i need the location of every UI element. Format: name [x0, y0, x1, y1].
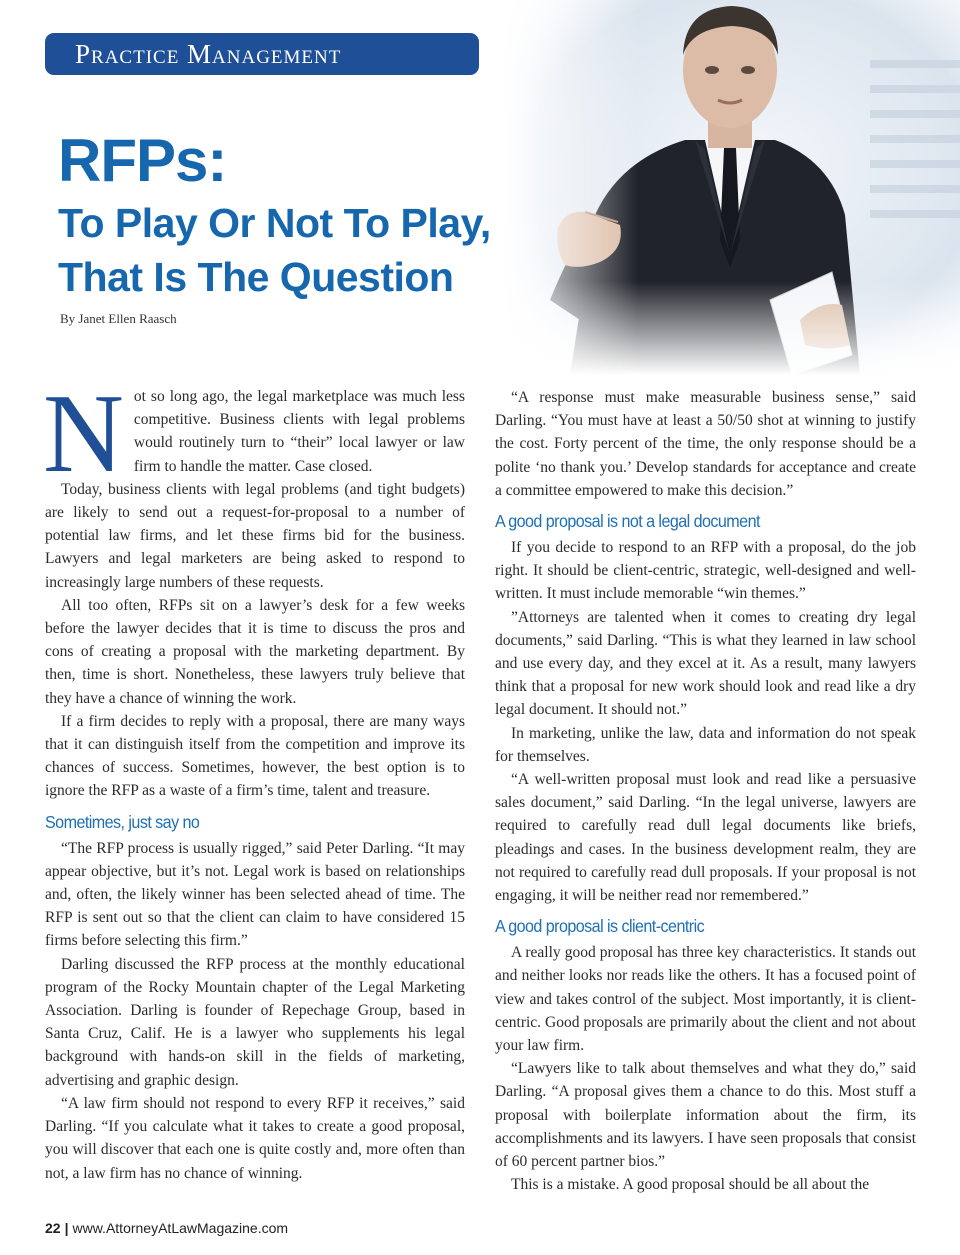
article-title: RFPs:	[58, 127, 227, 194]
left-column	[43, 372, 465, 1185]
paragraph: In marketing, unlike the law, data and information do not speak for themselves.	[495, 724, 916, 765]
paragraph	[43, 372, 465, 496]
section-banner: Practice Management	[45, 33, 479, 75]
subheading: A good proposal is not a legal document	[495, 511, 760, 532]
paragraph: “Lawyers like to talk about themselves and what they do,” said Darling. “A proposal gives them a chance to do this. Most stuff a proposal with boilerplate information about the firm, its accomplishments and its lawyers. I have seen proposals that consist of 60 percent partner bios.”	[495, 1060, 916, 1171]
paragraph: “A response must make measurable business sense,” said Darling. “You must have at least a 50/50 shot at winning to justify the cost. Forty percent of the time, the only response should be a polite ‘no thank you.’ Develop standards for acceptance and create a committee empowered to make this decision.”	[495, 389, 916, 499]
paragraph: This is a mistake. A good proposal should be all about the	[511, 1176, 870, 1194]
paragraph: “A law firm should not respond to every RFP it receives,” said Darling. “If you calculate what it takes to create a good proposal, you will discover that each one is quite costly and, more often than not, a law firm has no chance of winning.	[45, 1094, 465, 1182]
paragraph: If a firm decides to reply with a proposal, there are many ways that it can distinguish itself from the competition and improve its chances of success. Sometimes, however, the best option is to ignore the RFP as a waste of a firm’s time, talent and treasure.	[45, 712, 465, 800]
drop-cap: N	[43, 372, 124, 496]
paragraph: If you decide to respond to an RFP with a proposal, do the job right. It should be client-centric, strategic, well-designed and well-written. It must include memorable “win themes.”	[495, 539, 916, 603]
website-link[interactable]: www.AttorneyAtLawMagazine.com	[72, 1220, 289, 1236]
paragraph: Today, business clients with legal problems (and tight budgets) are likely to send out a request-for-proposal to a number of potential law firms, and let these firms bid for the business. Lawyers and legal marketers are being asked to respond to increasingly large numbers of these requests.	[45, 480, 465, 591]
byline: By Janet Ellen Raasch	[60, 311, 177, 326]
paragraph: All too often, RFPs sit on a lawyer’s desk for a few weeks before the lawyer decides that it is time to discuss the pros and cons of creating a proposal with the marketing department. By then, time is short. Nonetheless, these lawyers truly believe that they have a chance of winning the work.	[45, 596, 465, 707]
paragraph: “The RFP process is usually rigged,” said Peter Darling. “It may appear objective, but it’s not. Legal work is based on relationships and, often, the likely winner has been selected ahead of time. The RFP is sent out so that the client can claim to have considered 15 firms before selecting this firm.”	[45, 839, 465, 950]
paragraph: Darling discussed the RFP process at the monthly educational program of the Rocky Mountain chapter of the Legal Marketing Association. Darling is founder of Repechage Group, based in Santa Cruz, Calif. He is a lawyer who supplements his legal background with hands-on skill in the fields of marketing, advertising and graphic design.	[45, 955, 465, 1089]
subheading: Sometimes, just say no	[45, 811, 200, 832]
paragraph: “A well-written proposal must look and read like a persuasive sales document,” said Darling. “In the legal universe, lawyers are required to carefully read dull legal documents like briefs, pleadings and cases. In the business development realm, they are not required to carefully read dull proposals. If your proposal is not engaging, it will be neither read nor remembered.”	[495, 771, 916, 905]
page-footer	[45, 1220, 288, 1236]
subtitle-line-2: That Is The Question	[58, 254, 454, 300]
right-column	[495, 386, 916, 1197]
subheading: A good proposal is client-centric	[495, 916, 705, 937]
businessman-handshake-photo	[500, 0, 960, 375]
paragraph: ”Attorneys are talented when it comes to creating dry legal documents,” said Darling. “This is what they learned in law school and use every day, and they excel at it. As a result, many lawyers think that a proposal for new work should look and read like a dry legal document. It should not.”	[495, 608, 916, 719]
page-number: 22	[45, 1220, 61, 1236]
footer-separator: |	[64, 1220, 69, 1236]
paragraph-text: ot so long ago, the legal marketplace was much less competitive. Business clients with legal problems would routinely turn to “their” local lawyer or law firm to handle the matter. Case closed.	[133, 388, 465, 475]
article-subtitle	[58, 196, 578, 304]
subtitle-line-1: To Play Or Not To Play,	[58, 200, 491, 246]
paragraph: A really good proposal has three key characteristics. It stands out and neither looks nor reads like the others. It has a focused point of view and takes control of the subject. Most importantly, it is client-centric. Good proposals are primarily about the client and not about your law firm.	[495, 944, 916, 1055]
